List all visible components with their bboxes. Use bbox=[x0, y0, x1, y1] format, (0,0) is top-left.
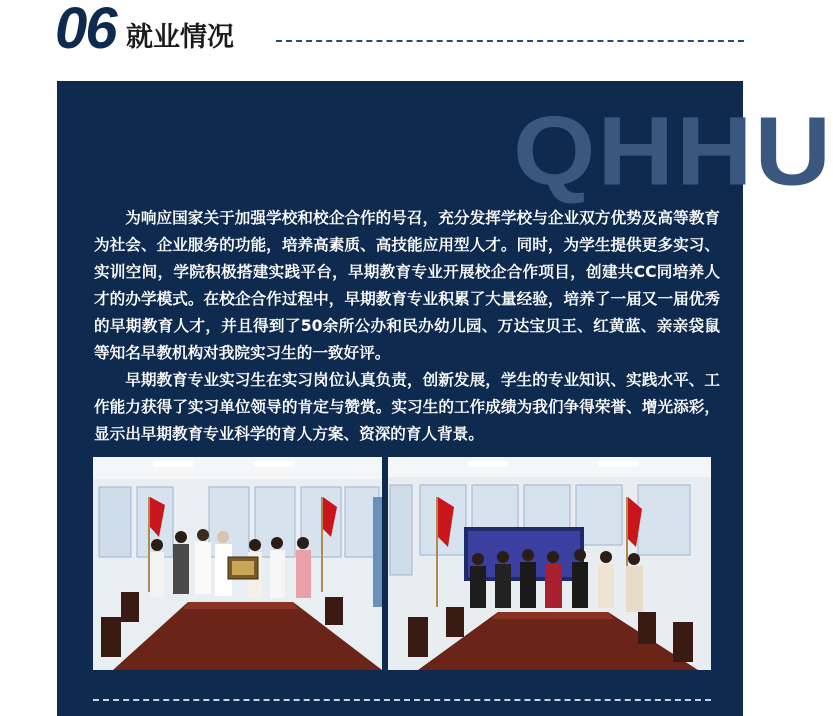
section-number: 06 bbox=[55, 0, 116, 61]
bottom-divider bbox=[93, 699, 711, 701]
article-body bbox=[94, 205, 720, 448]
watermark: QHHU bbox=[513, 97, 833, 206]
content-panel bbox=[57, 81, 833, 716]
paragraph-2: 早期教育专业实习生在实习岗位认真负责，创新发展，学生的专业知识、实践水平、工作能力获得了实习单位领导的肯定与赞赏。实习生的工作成绩为我们争得荣誉、增光添彩，显示出早期教育专业科学的育人方案、资深的育人背景。 bbox=[94, 371, 720, 443]
photo-group-meeting-image bbox=[388, 457, 711, 670]
photo-plaque-ceremony-image bbox=[93, 457, 382, 670]
section-title: 就业情况 bbox=[126, 22, 234, 53]
section-header bbox=[0, 0, 800, 72]
paragraph-1: 为响应国家关于加强学校和校企合作的号召，充分发挥学校与企业双方优势及高等教育为社会、企业服务的功能，培养高素质、高技能应用型人才。同时，为学生提供更多实习、实训空间，学院积极搭建实践平台，早期教育专业开展校企合作项目，创建共CC同培养人才的办学模式。在校企合作过程中，早期教育专业积累了大量经验，培养了一届又一届优秀的早期教育人才，并且得到了50余所公办和民办幼儿园、万达宝贝王、红黄蓝、亲亲袋鼠等知名早教机构对我院实习生的一致好评。 bbox=[94, 209, 720, 362]
header-divider bbox=[276, 40, 744, 42]
photo-plaque-ceremony bbox=[93, 457, 382, 670]
photo-group-meeting bbox=[388, 457, 711, 670]
